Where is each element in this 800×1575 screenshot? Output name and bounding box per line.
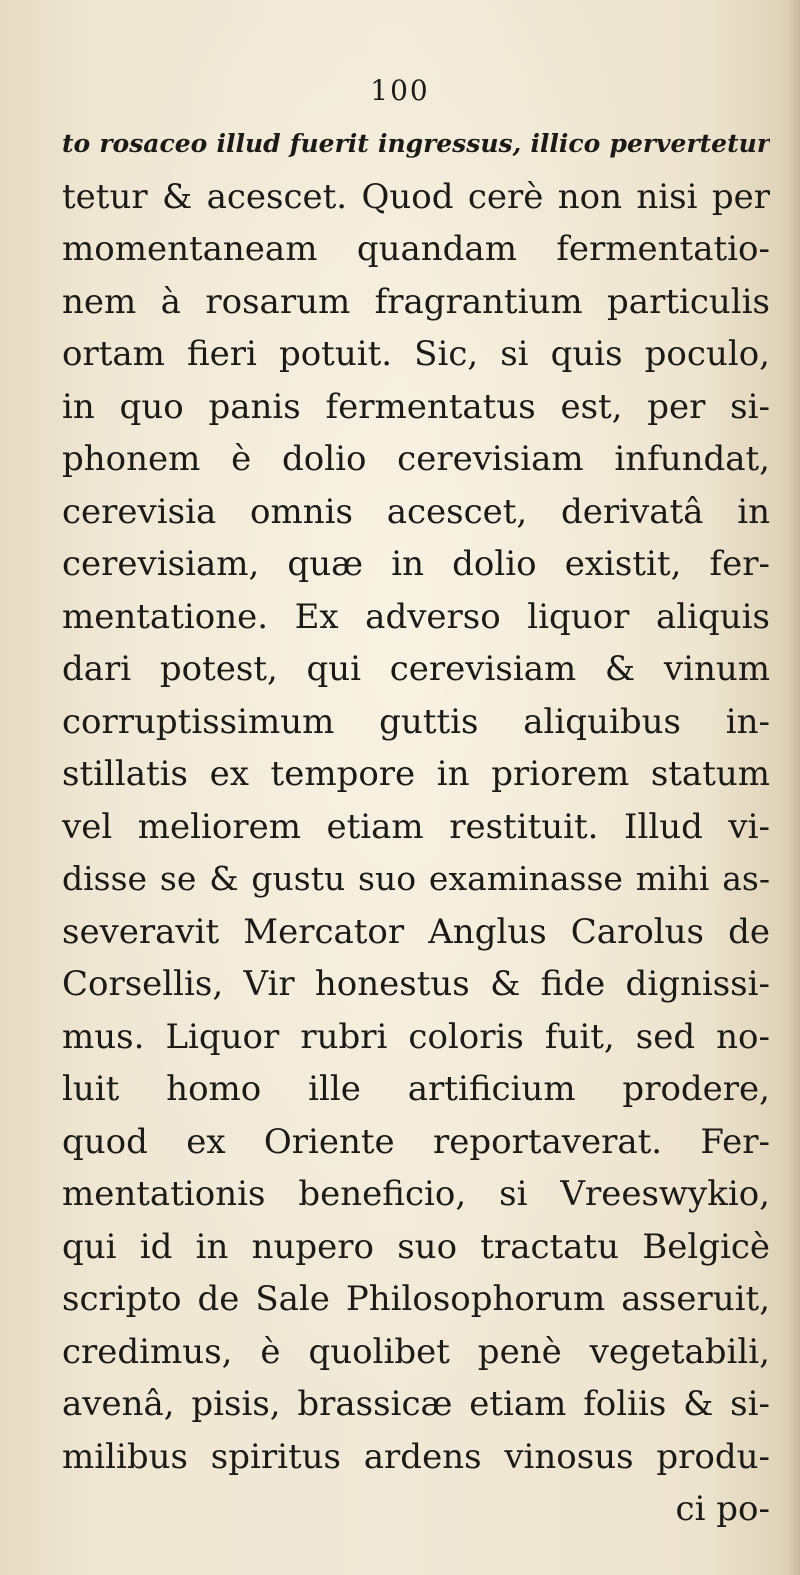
text-line: disse se & gustu suo examinasse mihi as- — [62, 859, 770, 898]
text-line: severavit Mercator Anglus Carolus de — [62, 911, 770, 952]
text-line: dari potest, qui cerevisiam & vinum — [62, 649, 770, 689]
text-line: corruptissimum guttis aliquibus in- — [62, 701, 770, 742]
text-line-catchword: ci po- — [675, 1489, 770, 1529]
text-line: tetur & acescet. Quod cerè non nisi per — [62, 176, 770, 217]
text-line: nem à rosarum fragrantium particulis — [62, 281, 770, 322]
page-number: 100 — [370, 74, 430, 107]
text-line: momentaneam quandam fermentatio- — [62, 229, 770, 269]
text-line: to rosaceo illud fuerit ingressus, illico pervertetur — [62, 129, 770, 158]
text-line: milibus spiritus ardens vinosus produ- — [62, 1436, 770, 1477]
text-line: luit homo ille artificium prodere, — [62, 1069, 770, 1109]
text-line: mentatione. Ex adverso liquor aliquis — [62, 596, 770, 637]
text-line: credimus, è quolibet penè vegetabili, — [62, 1331, 770, 1372]
text-line: ortam fieri potuit. Sic, si quis poculo, — [62, 334, 770, 374]
body-text — [62, 118, 770, 1536]
text-line: quod ex Oriente reportaverat. Fer- — [62, 1121, 770, 1162]
text-line: Corsellis, Vir honestus & fide dignissi- — [62, 964, 770, 1004]
text-line: scripto de Sale Philosophorum asseruit, — [62, 1279, 770, 1319]
text-line: mentationis beneficio, si Vreeswykio, — [62, 1174, 770, 1214]
text-line: qui id in nupero suo tractatu Belgicè — [62, 1226, 770, 1267]
text-line: mus. Liquor rubri coloris fuit, sed no- — [62, 1016, 770, 1057]
page-edge-shadow — [786, 0, 800, 1575]
text-line: vel meliorem etiam restituit. Illud vi- — [62, 806, 770, 847]
text-line: stillatis ex tempore in priorem statum — [62, 754, 770, 794]
text-line: in quo panis fermentatus est, per si- — [62, 386, 770, 427]
text-line: cerevisia omnis acescet, derivatâ in — [62, 491, 770, 532]
text-line: avenâ, pisis, brassicæ etiam foliis & si- — [62, 1384, 770, 1424]
text-line: cerevisiam, quæ in dolio existit, fer- — [62, 544, 770, 584]
text-line: phonem è dolio cerevisiam infundat, — [62, 439, 770, 479]
